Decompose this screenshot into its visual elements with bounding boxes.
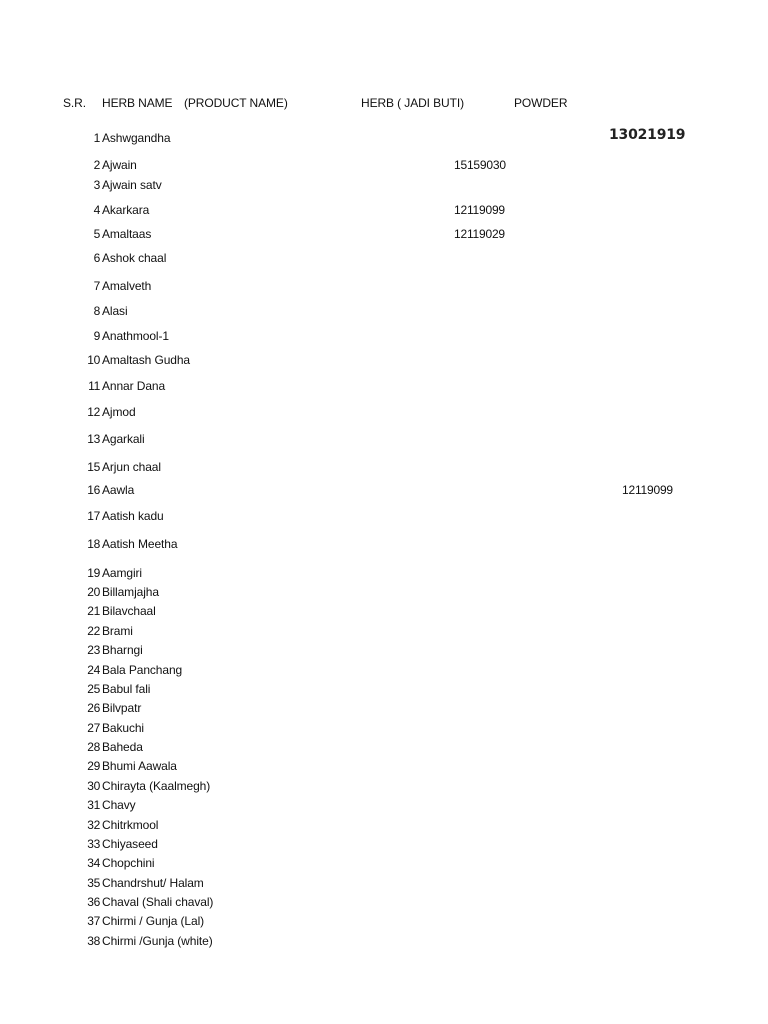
- table-row: [0, 303, 768, 319]
- table-row: [0, 642, 768, 658]
- herb-name: Chandrshut/ Halam: [102, 876, 204, 890]
- serial-number: 26: [87, 701, 100, 715]
- herb-name: Aamgiri: [102, 566, 142, 580]
- serial-number: 19: [87, 566, 100, 580]
- herb-code: 12119029: [454, 227, 505, 241]
- herb-name: Akarkara: [102, 203, 150, 217]
- herb-name: Bilvpatr: [102, 701, 142, 715]
- herb-name: Aatish kadu: [102, 509, 164, 523]
- table-row: [0, 855, 768, 871]
- herb-code: 12119099: [454, 203, 505, 217]
- herb-name: Amaltash Gudha: [102, 353, 190, 367]
- serial-number: 33: [87, 837, 100, 851]
- table-row: [0, 797, 768, 813]
- table-row: [0, 778, 768, 794]
- table-row: [0, 662, 768, 678]
- serial-number: 13: [87, 432, 100, 446]
- header-powder: POWDER: [514, 96, 568, 110]
- serial-number: 10: [87, 353, 100, 367]
- herb-name: Bhumi Aawala: [102, 759, 177, 773]
- herb-name: Chirmi /Gunja (white): [102, 934, 213, 948]
- table-row: [0, 482, 768, 498]
- serial-number: 18: [87, 537, 100, 551]
- herb-name: Chirmi / Gunja (Lal): [102, 914, 205, 928]
- herb-name: Agarkali: [102, 432, 145, 446]
- herb-name: Chaval (Shali chaval): [102, 895, 214, 909]
- herb-name: Anathmool-1: [102, 329, 169, 343]
- herb-name: Babul fali: [102, 682, 151, 696]
- serial-number: 21: [87, 604, 100, 618]
- herb-name: Chitrkmool: [102, 818, 159, 832]
- table-row: [0, 177, 768, 193]
- serial-number: 32: [87, 818, 100, 832]
- serial-number: 34: [87, 856, 100, 870]
- herb-name: Chirayta (Kaalmegh): [102, 779, 211, 793]
- table-row: [0, 536, 768, 552]
- table-row: [0, 700, 768, 716]
- herb-name: Bala Panchang: [102, 663, 183, 677]
- table-row: [0, 431, 768, 447]
- table-row: [0, 758, 768, 774]
- herb-name: Baheda: [102, 740, 143, 754]
- serial-number: 12: [87, 405, 100, 419]
- serial-number: 7: [93, 279, 100, 293]
- table-row: [0, 894, 768, 910]
- serial-number: 38: [87, 934, 100, 948]
- serial-number: 36: [87, 895, 100, 909]
- powder-code: 12119099: [622, 483, 673, 497]
- serial-number: 2: [93, 158, 100, 172]
- herb-name: Amalveth: [102, 279, 152, 293]
- serial-number: 25: [87, 682, 100, 696]
- serial-number: 6: [93, 251, 100, 265]
- table-row: [0, 352, 768, 368]
- serial-number: 22: [87, 624, 100, 638]
- table-row: [0, 157, 768, 173]
- serial-number: 31: [87, 798, 100, 812]
- serial-number: 20: [87, 585, 100, 599]
- serial-number: 16: [87, 483, 100, 497]
- herb-name: Ashok chaal: [102, 251, 167, 265]
- herb-name: Ajmod: [102, 405, 136, 419]
- serial-number: 15: [87, 460, 100, 474]
- serial-number: 3: [93, 178, 100, 192]
- table-row: [0, 933, 768, 949]
- table-row: [0, 875, 768, 891]
- herb-name: Ashwgandha: [102, 131, 171, 145]
- serial-number: 27: [87, 721, 100, 735]
- serial-number: 23: [87, 643, 100, 657]
- table-row: [0, 328, 768, 344]
- herb-name: Aatish Meetha: [102, 537, 178, 551]
- herb-name: Chavy: [102, 798, 136, 812]
- serial-number: 30: [87, 779, 100, 793]
- serial-number: 17: [87, 509, 100, 523]
- herb-name: Arjun chaal: [102, 460, 161, 474]
- serial-number: 8: [93, 304, 100, 318]
- herb-name: Ajwain satv: [102, 178, 162, 192]
- serial-number: 29: [87, 759, 100, 773]
- table-row: [0, 459, 768, 475]
- table-row: [0, 278, 768, 294]
- table-row: [0, 202, 768, 218]
- herb-name: Ajwain: [102, 158, 137, 172]
- herb-name: Annar Dana: [102, 379, 166, 393]
- table-row: [0, 913, 768, 929]
- table-row: [0, 404, 768, 420]
- header-sr: S.R.: [63, 96, 86, 110]
- table-row: [0, 508, 768, 524]
- serial-number: 28: [87, 740, 100, 754]
- table-row: [0, 565, 768, 581]
- herb-code: 15159030: [454, 158, 506, 172]
- table-row: [0, 739, 768, 755]
- table-row: [0, 836, 768, 852]
- table-row: [0, 584, 768, 600]
- header-product-name: (PRODUCT NAME): [184, 96, 288, 110]
- serial-number: 37: [87, 914, 100, 928]
- header-herb-jadi-buti: HERB ( JADI BUTI): [361, 96, 464, 110]
- herb-name: Brami: [102, 624, 133, 638]
- herb-name: Chiyaseed: [102, 837, 158, 851]
- serial-number: 9: [93, 329, 100, 343]
- table-row: [0, 250, 768, 266]
- herb-name: Bilavchaal: [102, 604, 156, 618]
- herb-name: Chopchini: [102, 856, 155, 870]
- herb-name: Bakuchi: [102, 721, 144, 735]
- herb-name: Bharngi: [102, 643, 143, 657]
- herb-name: Amaltaas: [102, 227, 152, 241]
- table-row: [0, 603, 768, 619]
- herb-name: Alasi: [102, 304, 128, 318]
- serial-number: 1: [93, 131, 100, 145]
- herb-name: Aawla: [102, 483, 135, 497]
- serial-number: 24: [87, 663, 100, 677]
- serial-number: 35: [87, 876, 100, 890]
- header-herb-name: HERB NAME: [102, 96, 173, 110]
- powder-code: 13021919: [609, 127, 686, 143]
- serial-number: 11: [88, 379, 100, 393]
- table-row: [0, 623, 768, 639]
- serial-number: 4: [93, 203, 100, 217]
- table-row: [0, 226, 768, 242]
- herb-name: Billamjajha: [102, 585, 159, 599]
- serial-number: 5: [93, 227, 100, 241]
- table-row: [0, 378, 768, 394]
- table-row: [0, 720, 768, 736]
- table-row: [0, 127, 768, 146]
- table-row: [0, 817, 768, 833]
- table-row: [0, 681, 768, 697]
